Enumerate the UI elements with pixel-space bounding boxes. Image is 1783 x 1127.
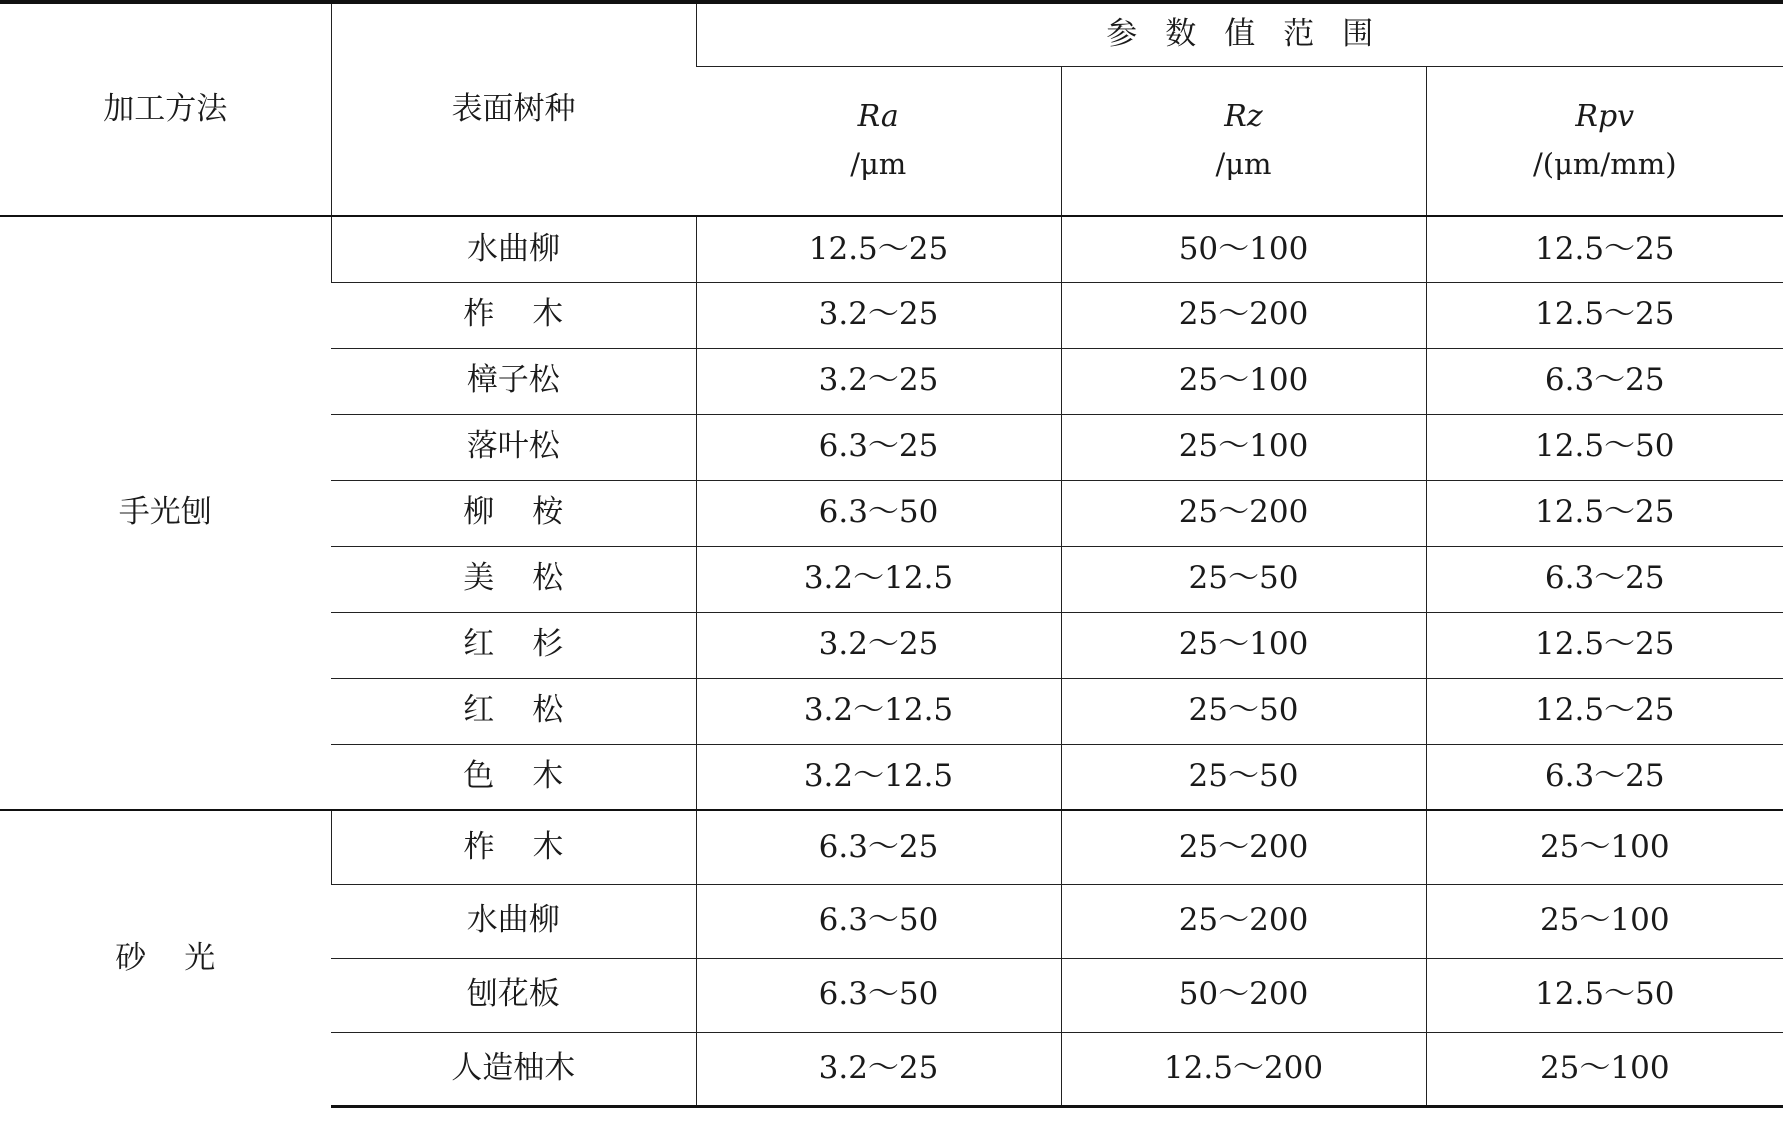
header-ra-unit: /μm <box>850 147 907 182</box>
species-cell: 红杉 <box>331 612 696 678</box>
rpv-cell: 12.5～25 <box>1426 480 1783 546</box>
rpv-cell: 6.3～25 <box>1426 546 1783 612</box>
ra-cell: 3.2～25 <box>696 612 1061 678</box>
rpv-cell: 12.5～25 <box>1426 612 1783 678</box>
species-cell: 落叶松 <box>331 414 696 480</box>
header-rz <box>1061 66 1426 216</box>
header-param-range: 参数值范围 <box>696 2 1783 66</box>
rz-cell: 25～200 <box>1061 810 1426 884</box>
rz-cell: 25～50 <box>1061 678 1426 744</box>
rz-cell: 25～100 <box>1061 612 1426 678</box>
rpv-cell: 25～100 <box>1426 1032 1783 1106</box>
header-ra-symbol: Ra <box>857 99 899 135</box>
species-cell: 柞木 <box>331 810 696 884</box>
rz-cell: 12.5～200 <box>1061 1032 1426 1106</box>
header-ra <box>696 66 1061 216</box>
species-cell: 色木 <box>331 744 696 810</box>
rz-cell: 25～200 <box>1061 282 1426 348</box>
header-rz-symbol: Rz <box>1224 99 1263 135</box>
header-species: 表面树种 <box>331 2 696 216</box>
rpv-cell: 25～100 <box>1426 884 1783 958</box>
species-cell: 柳桉 <box>331 480 696 546</box>
rpv-cell: 25～100 <box>1426 810 1783 884</box>
header-rpv-symbol: Rpv <box>1575 99 1635 135</box>
rpv-cell: 12.5～50 <box>1426 414 1783 480</box>
ra-cell: 6.3～50 <box>696 958 1061 1032</box>
species-cell: 水曲柳 <box>331 884 696 958</box>
method-cell: 手光刨 <box>0 216 331 810</box>
species-cell: 樟子松 <box>331 348 696 414</box>
rpv-cell: 6.3～25 <box>1426 744 1783 810</box>
table-row <box>0 810 1783 884</box>
rz-cell: 25～200 <box>1061 884 1426 958</box>
rz-cell: 25～100 <box>1061 414 1426 480</box>
ra-cell: 12.5～25 <box>696 216 1061 282</box>
table-header <box>0 2 1783 216</box>
ra-cell: 3.2～12.5 <box>696 678 1061 744</box>
rpv-cell: 12.5～25 <box>1426 216 1783 282</box>
species-cell: 红松 <box>331 678 696 744</box>
header-rpv <box>1426 66 1783 216</box>
table-row <box>0 216 1783 282</box>
ra-cell: 6.3～25 <box>696 414 1061 480</box>
header-method: 加工方法 <box>0 2 331 216</box>
table-body <box>0 216 1783 1106</box>
rz-cell: 50～200 <box>1061 958 1426 1032</box>
ra-cell: 6.3～50 <box>696 884 1061 958</box>
ra-cell: 6.3～50 <box>696 480 1061 546</box>
ra-cell: 3.2～25 <box>696 348 1061 414</box>
ra-cell: 3.2～12.5 <box>696 744 1061 810</box>
rz-cell: 25～200 <box>1061 480 1426 546</box>
species-cell: 柞木 <box>331 282 696 348</box>
rz-cell: 25～100 <box>1061 348 1426 414</box>
ra-cell: 3.2～12.5 <box>696 546 1061 612</box>
rz-cell: 25～50 <box>1061 546 1426 612</box>
rpv-cell: 12.5～25 <box>1426 282 1783 348</box>
species-cell: 刨花板 <box>331 958 696 1032</box>
ra-cell: 6.3～25 <box>696 810 1061 884</box>
rpv-cell: 12.5～25 <box>1426 678 1783 744</box>
method-cell: 砂光 <box>0 810 331 1106</box>
header-rpv-unit: /(μm/mm) <box>1533 147 1677 182</box>
ra-cell: 3.2～25 <box>696 1032 1061 1106</box>
rpv-cell: 6.3～25 <box>1426 348 1783 414</box>
species-cell: 人造柚木 <box>331 1032 696 1106</box>
rpv-cell: 12.5～50 <box>1426 958 1783 1032</box>
species-cell: 水曲柳 <box>331 216 696 282</box>
species-cell: 美松 <box>331 546 696 612</box>
header-rz-unit: /μm <box>1215 147 1272 182</box>
rz-cell: 25～50 <box>1061 744 1426 810</box>
rz-cell: 50～100 <box>1061 216 1426 282</box>
ra-cell: 3.2～25 <box>696 282 1061 348</box>
